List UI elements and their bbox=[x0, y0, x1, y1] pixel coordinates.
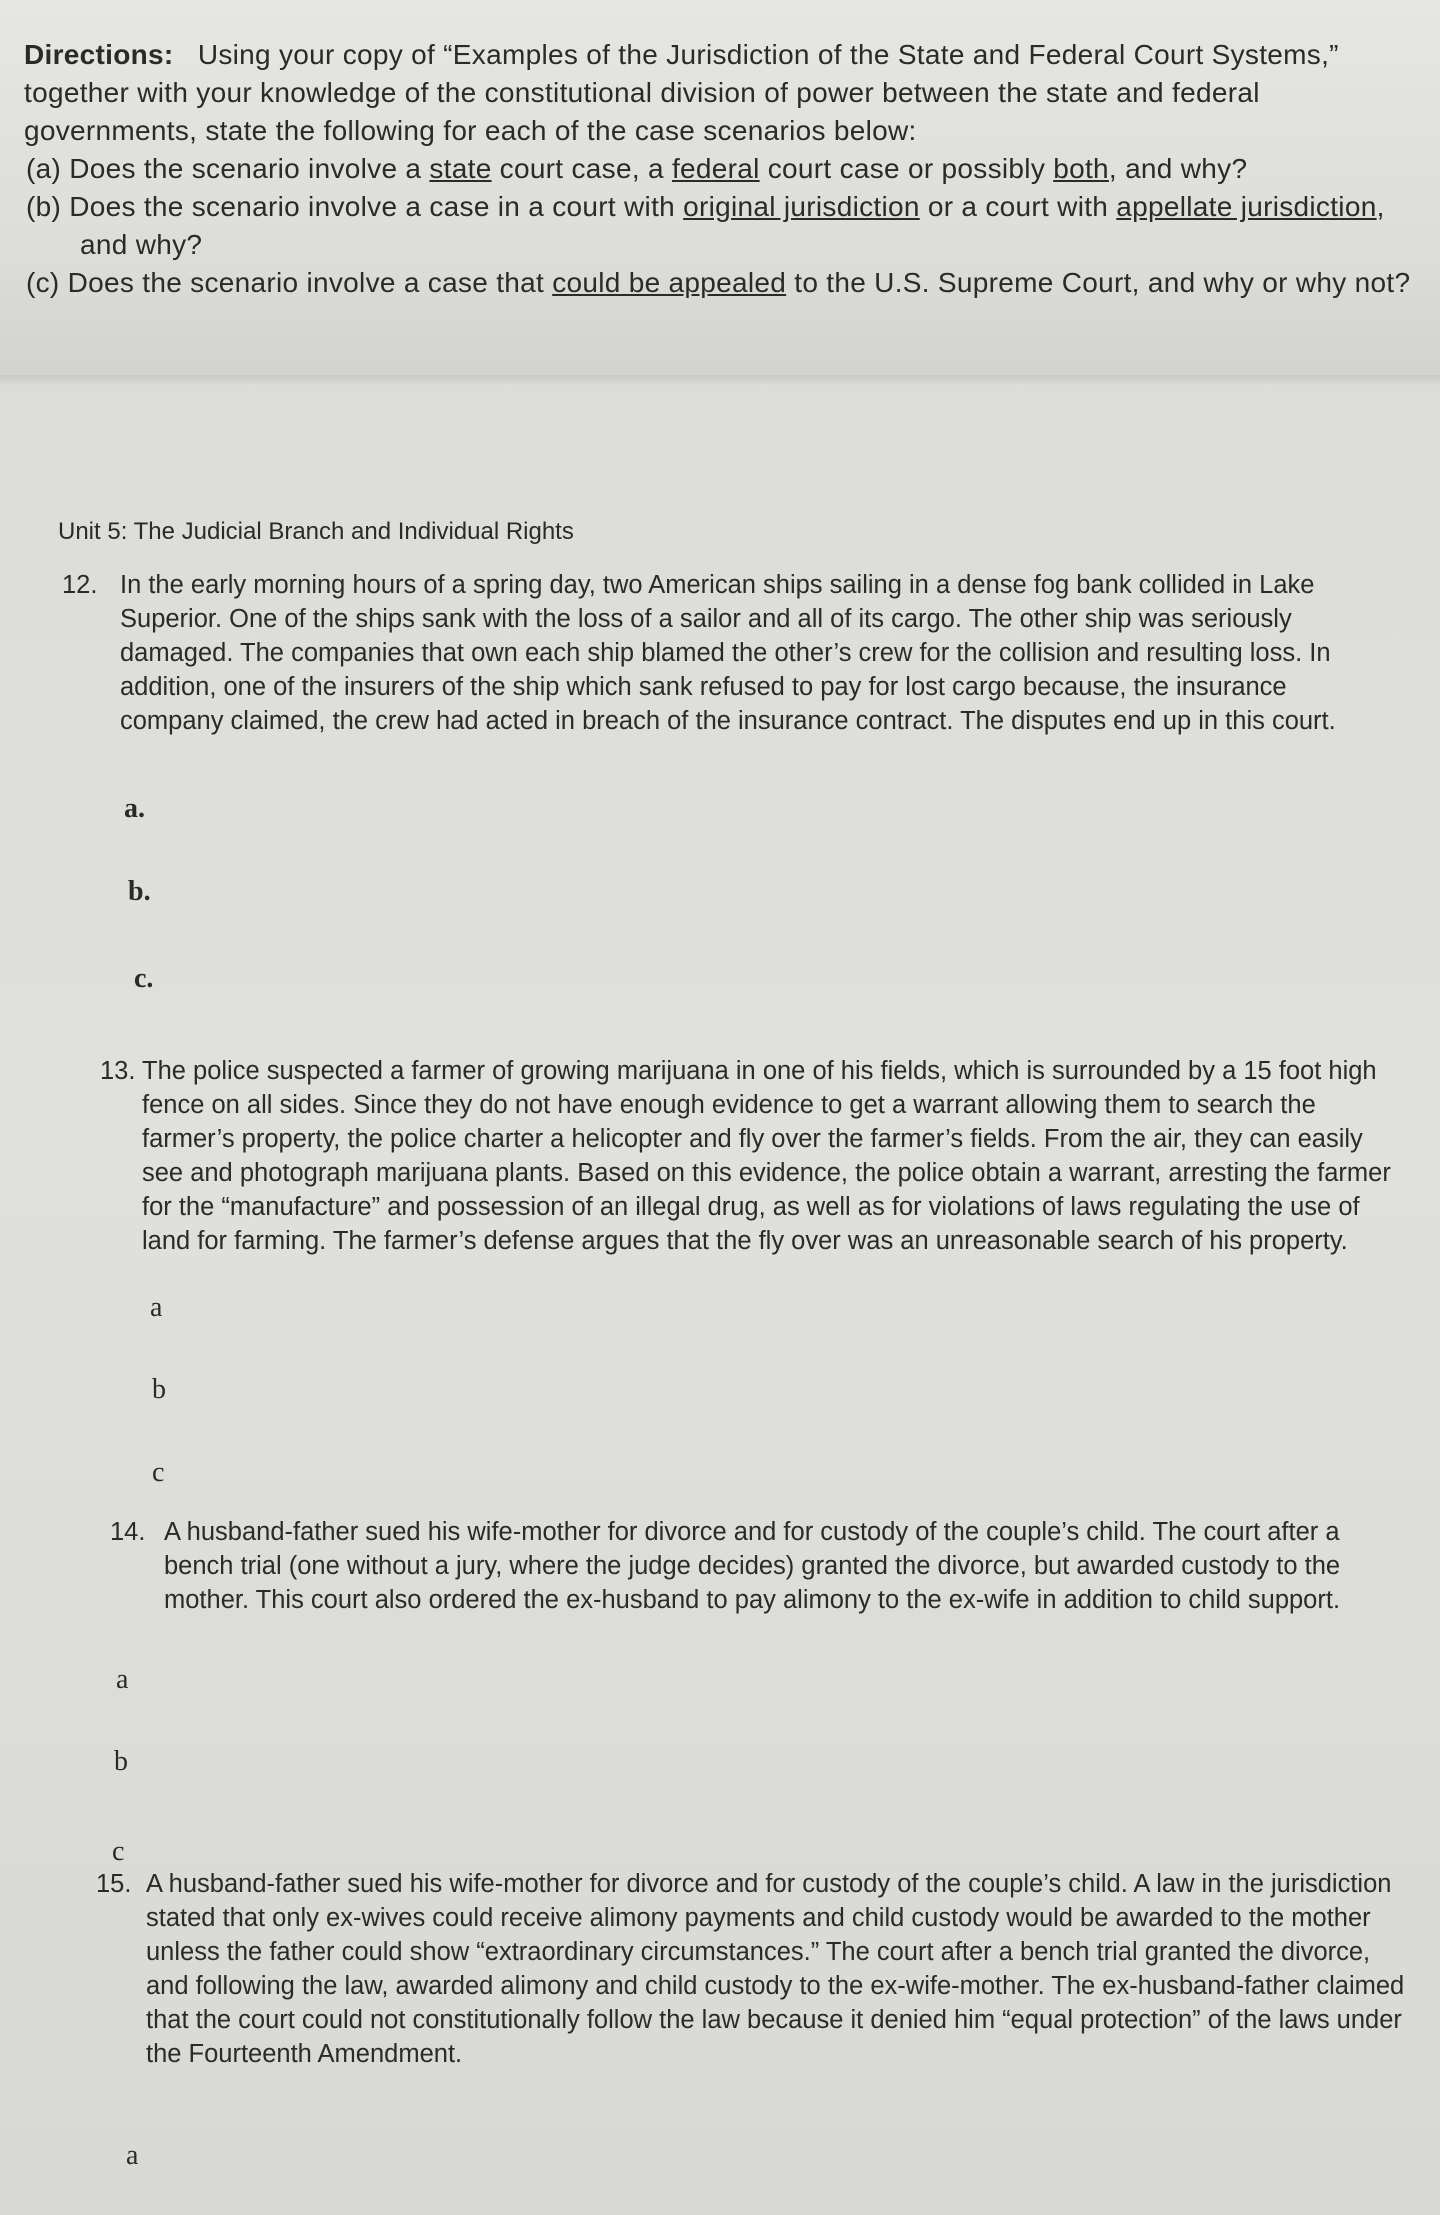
directions-item-b: (b) Does the scenario involve a case in a court with original jurisdiction or a court with appellate jurisdiction, and why? bbox=[26, 191, 1385, 260]
directions-label: Directions: bbox=[24, 39, 174, 70]
answer-label-13b: b bbox=[152, 1374, 166, 1405]
answer-label-12b: b. bbox=[128, 876, 151, 907]
question-text: The police suspected a farmer of growing marijuana in one of his fields, which is surrounded by a 15 foot high fence on all sides. Since they do not have enough evidence to get a warrant allowing them to search the farmer’s property, the police charter a helicopter and fly over the farmer’s fields. From the air, they can easily see and photograph marijuana plants. Based on this evidence, the police obtain a warrant, arresting the farmer for the “manufacture” and possession of an illegal drug, as well as for violations of laws regulating the use of land for farming. The farmer’s defense argues that the fly over was an unreasonable search of his property. bbox=[142, 1057, 1391, 1255]
unit-title: Unit 5: The Judicial Branch and Individual Rights bbox=[58, 518, 574, 545]
underline-original-jurisdiction: original jurisdiction bbox=[683, 191, 920, 222]
question-number: 15. bbox=[96, 1870, 132, 1898]
answer-label-13a: a bbox=[150, 1292, 163, 1323]
question-number: 13. bbox=[100, 1057, 136, 1085]
page-fold bbox=[0, 375, 1440, 387]
answer-label-12a: a. bbox=[124, 793, 145, 824]
directions-text: Using your copy of “Examples of the Jurisdiction of the State and Federal Court Systems,” together with your knowledge of the constitutional division of power between the state and federal governments, state the following for each of the case scenarios below: bbox=[24, 39, 1339, 146]
answer-label-13c: c bbox=[152, 1457, 165, 1488]
question-text: A husband-father sued his wife-mother for divorce and for custody of the couple’s child. A law in the jurisdiction stated that only ex-wives could receive alimony payments and child custody would be awarded to the mother unless the father could show “extraordinary circumstances.” The court after a bench trial granted the divorce, and following the law, awarded alimony and child custody to the ex-wife-mother. The ex-husband-father claimed that the court could not constitutionally follow the law because it denied him “equal protection” of the laws under the Fourteenth Amendment. bbox=[146, 1870, 1405, 2068]
question-number: 14. bbox=[110, 1518, 146, 1546]
underline-state: state bbox=[429, 153, 492, 184]
answer-label-12c: c. bbox=[134, 963, 154, 994]
question-number: 12. bbox=[62, 571, 98, 599]
directions-item-a: (a) Does the scenario involve a state court case, a federal court case or possibly both, and why? bbox=[26, 153, 1248, 184]
question-text: In the early morning hours of a spring day, two American ships sailing in a dense fog bank collided in Lake Superior. One of the ships sank with the loss of a sailor and all of its cargo. The other ship was seriously damaged. The companies that own each ship blamed the other’s crew for the collision and resulting loss. In addition, one of the insurers of the ship which sank refused to pay for lost cargo because, the insurance company claimed, the crew had acted in breach of the insurance contract. The disputes end up in this court. bbox=[120, 571, 1336, 735]
answer-label-14c: c bbox=[112, 1836, 125, 1867]
question-14 bbox=[110, 1515, 1380, 1617]
underline-federal: federal bbox=[671, 153, 760, 184]
question-text: A husband-father sued his wife-mother for divorce and for custody of the couple’s child. The court after a bench trial (one without a jury, where the judge decides) granted the divorce, but awarded custody to the mother. This court also ordered the ex-husband to pay alimony to the ex-wife in addition to child support. bbox=[164, 1518, 1341, 1614]
question-13 bbox=[100, 1054, 1400, 1258]
question-15 bbox=[96, 1867, 1416, 2071]
directions-intro bbox=[24, 36, 1414, 150]
answer-label-14a: a bbox=[116, 1664, 129, 1695]
underline-could-be-appealed: could be appealed bbox=[552, 267, 787, 298]
underline-appellate-jurisdiction: appellate jurisdiction bbox=[1116, 191, 1377, 222]
question-12 bbox=[62, 568, 1382, 738]
directions-item-c: (c) Does the scenario involve a case that could be appealed to the U.S. Supreme Court, and why or why not? bbox=[26, 267, 1411, 298]
underline-both: both bbox=[1053, 153, 1109, 184]
answer-label-15a: a bbox=[126, 2140, 139, 2171]
answer-label-14b: b bbox=[114, 1746, 128, 1777]
directions-block bbox=[24, 36, 1414, 302]
